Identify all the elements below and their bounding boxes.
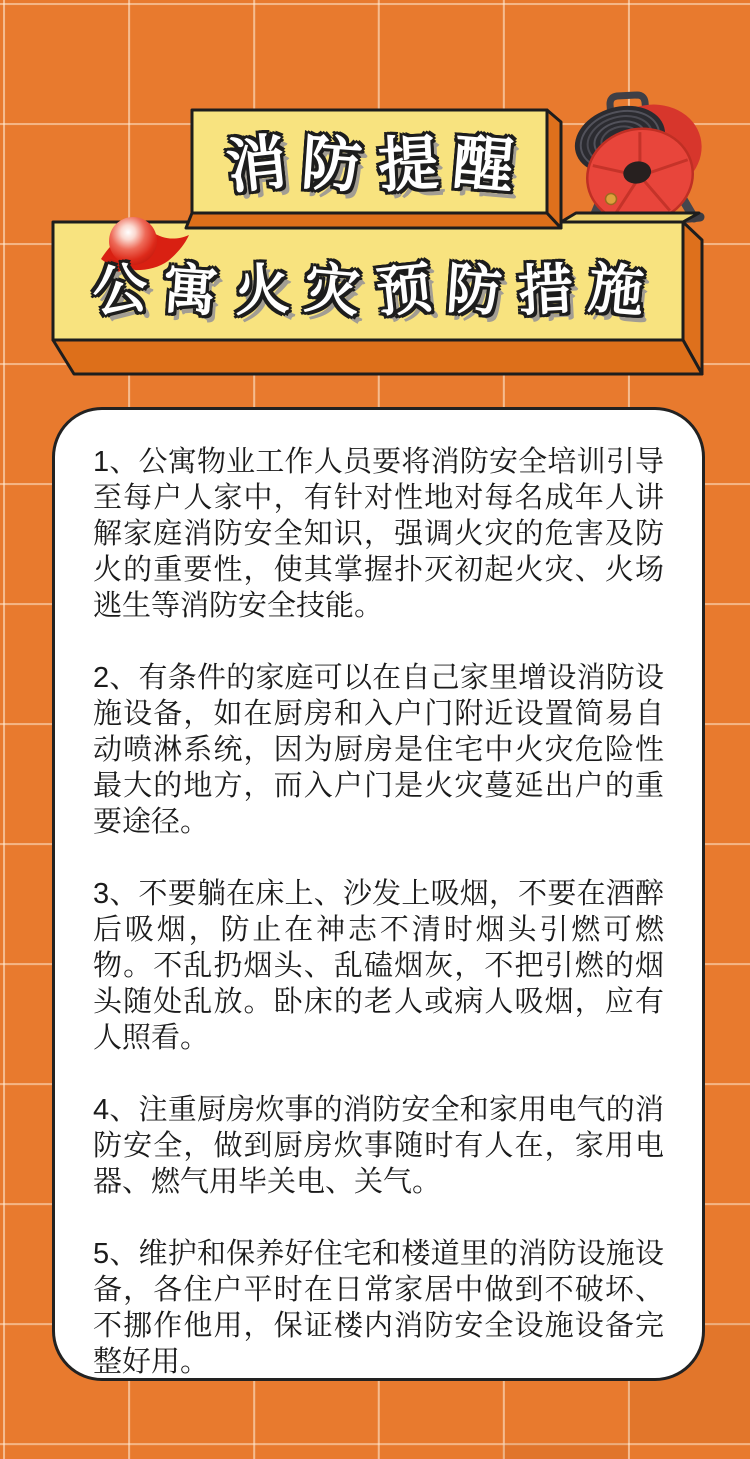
tip-paragraph-4: 4、注重厨房炊事的消防安全和家用电气的消防安全，做到厨房炊事随时有人在，家用电器、燃气用毕关电、关气。 bbox=[93, 1094, 664, 1198]
tip-paragraph-2: 2、有条件的家庭可以在自己家里增设消防设施设备，如在厨房和入户门附近设置简易自动喷淋系统，因为厨房是住宅中火灾危险性最大的地方，而入户门是火灾蔓延出户的重要途径。 bbox=[93, 662, 664, 838]
poster-subtitle: 公 寓 火 灾 预 防 措 施 bbox=[89, 255, 647, 324]
tips-card bbox=[52, 407, 705, 1381]
tip-paragraph-5: 5、维护和保养好住宅和楼道里的消防设施设备，各住户平时在日常家居中做到不破坏、不挪作他用，保证楼内消防安全设施设备完整好用。 bbox=[93, 1238, 664, 1378]
reel-keyhole bbox=[606, 194, 617, 205]
poster-title: 消 防 提 醒 bbox=[222, 127, 516, 201]
tile-shade bbox=[503, 1443, 628, 1459]
tip-paragraph-3: 3、不要躺在床上、沙发上吸烟，不要在酒醉后吸烟，防止在神志不清时烟头引燃可燃物。不乱扔烟头、乱磕烟灰，不把引燃的烟头随处乱放。卧床的老人或病人吸烟，应有人照看。 bbox=[93, 878, 664, 1054]
tip-paragraph-1: 1、公寓物业工作人员要将消防安全培训引导至每户人家中，有针对性地对每名成年人讲解家庭消防安全知识，强调火灾的危害及防火的重要性，使其掌握扑灭初起火灾、火场逃生等消防安全技能。 bbox=[93, 446, 664, 622]
